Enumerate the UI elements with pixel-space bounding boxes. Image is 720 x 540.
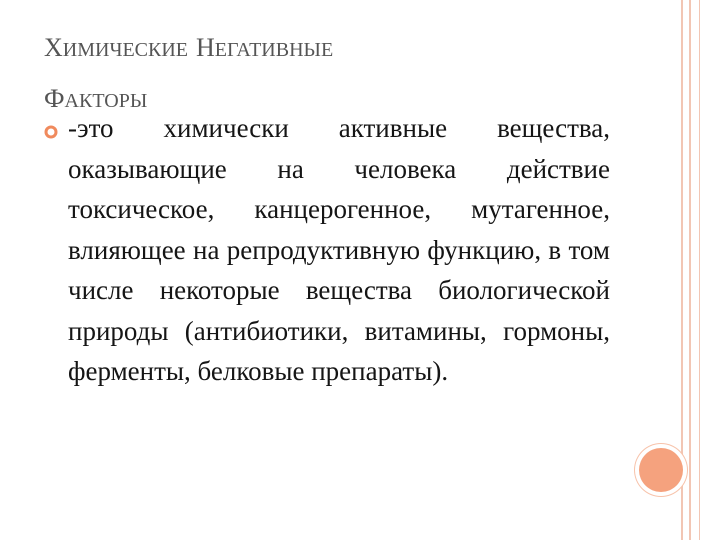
decorative-border-line: [689, 0, 691, 540]
decorative-border-line: [681, 0, 683, 540]
decorative-border-line: [699, 0, 700, 540]
bullet-ring-icon: [44, 125, 58, 139]
body-paragraph: -это химически активные вещества, оказывающие на человека действие токсическое, канцерогенное, мутагенное, влияющее на репродуктивную функцию, в том числе некоторые вещества биологической природы (антибиотики, витамины, гормоны, ферменты, белковые препараты).: [68, 113, 610, 386]
decorative-circle: [639, 448, 683, 492]
title-line-1: ХИМИЧЕСКИЕ НЕГАТИВНЫЕ: [44, 33, 334, 62]
title-line-2: ФАКТОРЫ: [44, 84, 148, 113]
